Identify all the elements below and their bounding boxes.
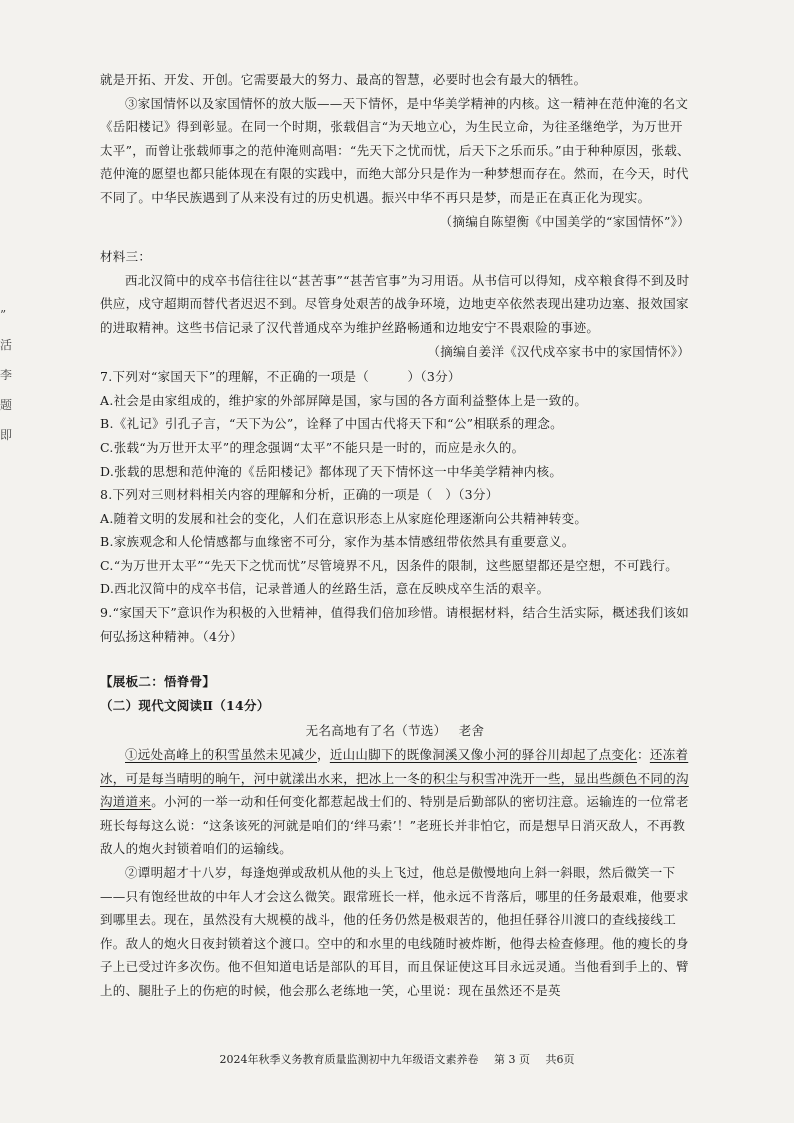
passage-author: 老舍 xyxy=(458,723,485,739)
question-7-option-d: D.张载的思想和范仲淹的《岳阳楼记》都体现了天下情怀这一中华美学精神内核。 xyxy=(100,463,563,479)
question-8-option-c: C.“为万世开太平”“先天下之忧而忧”尽管境界不凡，因条件的限制，这些愿望都还是空想，不可践行。 xyxy=(100,557,679,573)
punct: ， xyxy=(317,747,330,763)
question-9 xyxy=(100,601,690,648)
board2-heading: 【展板二：悟脊骨】 xyxy=(100,674,216,690)
edge-char: 即 xyxy=(0,428,13,442)
underlined-phrase: 近山山脚下的既像洞溪又像小河的驿谷川却起了点变化 xyxy=(329,747,638,763)
passage-paragraph-2: ②谭明超才十八岁，每逢炮弹或敌机从他的头上飞过，他总是傲慢地向上斜一斜眼，然后微笑一下——只有饱经世故的中年人才会这么微笑。跟常班长一样，他永远不肯落后，哪里的任务最艰难，他要求到哪里去。现在，虽然没有大规模的战斗，他的任务仍然是极艰苦的，他担任驿谷川渡口的查线接线工作。敌人的炮火日夜封锁着这个渡口。空中的和水里的电线随时被炸断，他得去检查修理。他的瘦长的身子上已受过许多次伤。他不但知道电话是部队的耳目，而且保证使这耳目永远灵通。当他看到手上的、臂上的、腿肚子上的伤疤的时候，他会那么老练地一笑，心里说：现在虽然还不是英 xyxy=(100,865,689,998)
total-pages: 共6页 xyxy=(545,1053,575,1066)
section-heading: （二）现代文阅读Ⅱ（14分） xyxy=(100,697,270,713)
question-7-option-b: B.《礼记》引孔子言，“天下为公”，诠释了中国古代将天下和“公”相联系的理念。 xyxy=(100,416,563,432)
underlined-phrase: ①远处高峰上的积雪虽然未见减少 xyxy=(125,747,318,763)
page-content xyxy=(100,68,690,1003)
edge-char: 活 xyxy=(0,338,13,352)
material2-source: （摘编自陈望衡《中国美学的“家国情怀”》） xyxy=(439,213,690,229)
question-7-option-c: C.张载“为万世开太平”的理念强调“太平”不能只是一时的，而应是永久的。 xyxy=(100,439,525,455)
passage-title: 无名高地有了名（节选） xyxy=(305,723,447,739)
question-7 xyxy=(100,365,690,483)
material3-source: （摘编自姜洋《汉代戍卒家书中的家国情怀》） xyxy=(427,343,690,359)
exam-name: 2024年秋季义务教育质量监测初中九年级语文素养卷 xyxy=(219,1053,479,1066)
question-9-stem: 9.“家国天下”意识作为积极的入世精神，值得我们倍加珍惜。请根据材料，结合生活实际，概述我们该如何弘扬这种精神。（4分） xyxy=(100,605,690,644)
left-edge-fragments xyxy=(0,300,12,450)
edge-char: 题 xyxy=(0,398,13,412)
underlined-phrase: 还冻着冰，可是每当晴明的晌午，河中就漾出水来，把冰上一冬的积尘与积雪冲洗开一些，显出些颜色不同的沟沟道道来 xyxy=(100,747,689,810)
punct: ： xyxy=(637,747,650,763)
passage-title-line xyxy=(100,719,690,743)
question-7-stem: 7.下列对“家国天下”的理解，不正确的一项是（ ）（3分） xyxy=(100,369,461,385)
passage-paragraph-1 xyxy=(100,743,690,861)
material2-paragraph-3: ③家国情怀以及家国情怀的放大版——天下情怀，是中华美学精神的内核。这一精神在范仲淹的名文《岳阳楼记》得到彰显。在同一个时期，张载倡言“为天地立心，为生民立命，为往圣继绝学，为万世开太平”，而曾让张载师事之的范仲淹则高唱：“先天下之忧而忧，后天下之乐而乐。”由于种种原因，张载、范仲淹的愿望也都只能体现在有限的实践中，而绝大部分只是作为一种梦想而存在。然而，在今天，时代不同了。中华民族遇到了从来没有过的历史机遇。振兴中华不再只是梦，而是正在真正化为现实。 xyxy=(100,95,690,205)
page-number: 第 3 页 xyxy=(494,1053,530,1066)
edge-char: ” xyxy=(0,308,7,322)
question-8-option-b: B.家族观念和人伦情感都与血缘密不可分，家作为基本情感纽带依然具有重要意义。 xyxy=(100,534,575,550)
question-8-option-a: A.随着文明的发展和社会的变化，人们在意识形态上从家庭伦理逐渐向公共精神转变。 xyxy=(100,510,588,526)
question-8 xyxy=(100,483,690,601)
question-8-option-d: D.西北汉简中的戍卒书信，记录普通人的丝路生活，意在反映戍卒生活的艰辛。 xyxy=(100,581,550,597)
edge-char: 李 xyxy=(0,368,13,382)
paragraph-1-rest: 。小河的一举一动和任何变化都惹起战士们的、特别是后勤部队的密切注意。运输连的一位常老班长每每这么说：“这条该死的河就是咱们的‘绊马索’！”老班长并非怕它，而是想早日消灭敌人，不再教敌人的炮火封锁着咱们的运输线。 xyxy=(100,794,689,857)
question-8-stem: 8.下列对三则材料相关内容的理解和分析，正确的一项是（ ）（3分） xyxy=(100,487,499,503)
material2-paragraph-end: 就是开拓、开发、开创。它需要最大的努力、最高的智慧，必要时也会有最大的牺牲。 xyxy=(100,72,587,87)
question-7-option-a: A.社会是由家组成的，维护家的外部屏障是国，家与国的各方面利益整体上是一致的。 xyxy=(100,392,588,408)
material3-paragraph: 西北汉简中的戍卒书信往往以“甚苦事”“甚苦官事”为习用语。从书信可以得知，戍卒粮食得不到及时供应，戍守超期而替代者迟迟不到。尽管身处艰苦的战争环境，边地吏卒依然表现出建功边塞、报效国家的进取精神。这些书信记录了汉代普通戍卒为维护丝路畅通和边地安宁不畏艰险的事迹。 xyxy=(100,272,690,335)
answer-space xyxy=(100,648,690,670)
page-footer xyxy=(0,1051,794,1067)
material3-label: 材料三： xyxy=(100,249,152,265)
